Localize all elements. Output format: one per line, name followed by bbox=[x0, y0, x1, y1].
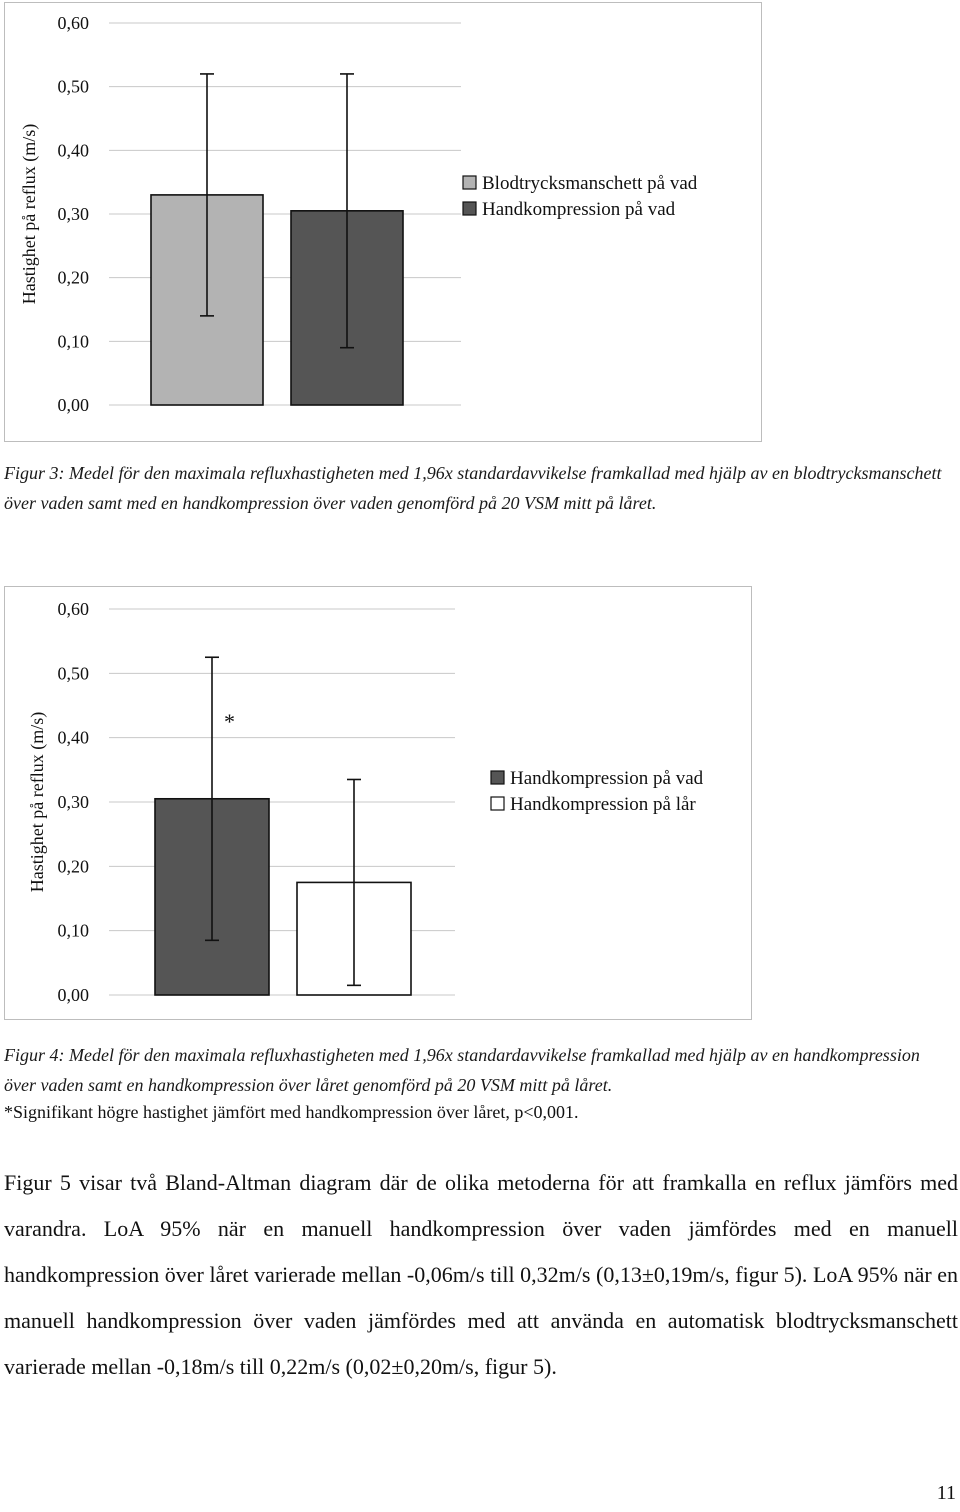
figure-3-caption: Figur 3: Medel för den maximala refluxhastigheten med 1,96x standardavvikelse framkallad med hjälp av en blodtrycksmanschett över vaden samt med en handkompression över vaden genomförd på 20 VSM mitt på låret. bbox=[4, 463, 942, 513]
legend-swatch bbox=[491, 771, 504, 784]
significance-asterisk: * bbox=[224, 709, 235, 734]
y-tick-label: 0,50 bbox=[57, 76, 89, 97]
legend-swatch bbox=[463, 176, 476, 189]
y-tick-label: 0,00 bbox=[57, 985, 89, 1005]
significance-note: *Signifikant högre hastighet jämfört med handkompression över låret, p<0,001. bbox=[4, 1102, 579, 1122]
legend-label: Handkompression på vad bbox=[482, 199, 676, 220]
y-tick-label: 0,10 bbox=[57, 920, 89, 941]
figure-4-caption: Figur 4: Medel för den maximala refluxhastigheten med 1,96x standardavvikelse framkallad med hjälp av en handkompression över vaden samt en handkompression över låret genomförd på 20 VSM mitt på låret. bbox=[4, 1045, 920, 1095]
legend-label: Handkompression på lår bbox=[510, 794, 696, 815]
y-tick-label: 0,30 bbox=[57, 792, 89, 812]
y-tick-label: 0,10 bbox=[57, 331, 89, 352]
y-axis-label: Hastighet på reflux (m/s) bbox=[27, 711, 47, 893]
y-tick-label: 0,20 bbox=[57, 856, 89, 877]
y-tick-label: 0,00 bbox=[57, 395, 89, 415]
figure-3-chart bbox=[4, 2, 762, 442]
page-number: 11 bbox=[936, 1482, 956, 1504]
legend-swatch bbox=[463, 202, 476, 215]
figure-3-svg bbox=[5, 3, 761, 441]
y-tick-label: 0,60 bbox=[57, 599, 89, 619]
y-tick-label: 0,60 bbox=[57, 13, 89, 33]
legend-label: Blodtrycksmanschett på vad bbox=[482, 173, 698, 194]
figure-4-svg bbox=[5, 587, 751, 1019]
legend-swatch bbox=[491, 797, 504, 810]
y-tick-label: 0,50 bbox=[57, 663, 89, 684]
body-paragraph: Figur 5 visar två Bland-Altman diagram där de olika metoderna för att framkalla en reflux jämförs med varandra. LoA 95% när en manuell handkompression över vaden jämfördes med en manuell handkompression över låret varierade mellan -0,06m/s till 0,32m/s (0,13±0,19m/s, figur 5). LoA 95% när en manuell handkompression över vaden jämfördes med att använda en automatisk blodtrycksmanschett varierade mellan -0,18m/s till 0,22m/s (0,02±0,20m/s, figur 5). bbox=[4, 1170, 958, 1379]
figure-4-chart bbox=[4, 586, 752, 1020]
y-axis-label: Hastighet på reflux (m/s) bbox=[19, 123, 39, 305]
y-tick-label: 0,40 bbox=[57, 727, 89, 748]
y-tick-label: 0,40 bbox=[57, 140, 89, 161]
legend-label: Handkompression på vad bbox=[510, 768, 704, 789]
y-tick-label: 0,20 bbox=[57, 267, 89, 288]
y-tick-label: 0,30 bbox=[57, 204, 89, 224]
